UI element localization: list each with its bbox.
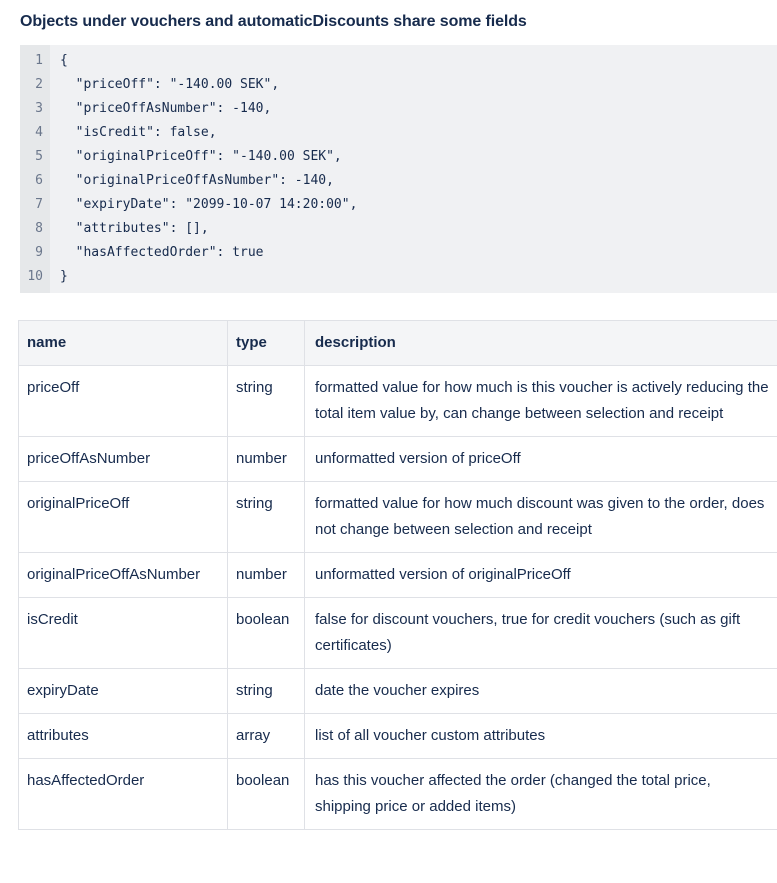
line-number: 10	[27, 269, 43, 284]
table-row	[19, 482, 777, 553]
line-number: 3	[35, 101, 43, 116]
field-description: unformatted version of originalPriceOff	[305, 553, 777, 598]
field-description: unformatted version of priceOff	[305, 437, 777, 482]
line-number: 4	[35, 125, 43, 140]
line-number: 2	[35, 77, 43, 92]
code-line: "originalPriceOffAsNumber": -140,	[60, 173, 334, 188]
table-row	[19, 553, 777, 598]
field-type: boolean	[228, 598, 305, 669]
code-line: "isCredit": false,	[60, 125, 217, 140]
page-title: Objects under vouchers and automaticDiscounts share some fields	[20, 13, 527, 30]
code-line: "originalPriceOff": "-140.00 SEK",	[60, 149, 342, 164]
line-number: 8	[35, 221, 43, 236]
table-row	[19, 714, 777, 759]
code-line: "priceOff": "-140.00 SEK",	[60, 77, 280, 92]
field-description: list of all voucher custom attributes	[305, 714, 777, 759]
code-line: }	[60, 269, 68, 284]
table-row	[19, 669, 777, 714]
field-type: string	[228, 482, 305, 553]
field-description: has this voucher affected the order (changed the total price, shipping price or added items)	[305, 759, 777, 830]
code-line: "priceOffAsNumber": -140,	[60, 101, 272, 116]
field-name: priceOff	[19, 366, 228, 437]
field-type: boolean	[228, 759, 305, 830]
table-header-row	[19, 321, 777, 366]
table-row	[19, 437, 777, 482]
code-line-number-gutter	[20, 45, 50, 293]
field-name: isCredit	[19, 598, 228, 669]
field-type: string	[228, 669, 305, 714]
column-header-description: description	[305, 321, 777, 366]
code-line: "expiryDate": "2099-10-07 14:20:00",	[60, 197, 358, 212]
field-description: date the voucher expires	[305, 669, 777, 714]
code-line: "attributes": [],	[60, 221, 209, 236]
field-type: number	[228, 437, 305, 482]
field-name: originalPriceOff	[19, 482, 228, 553]
field-name: hasAffectedOrder	[19, 759, 228, 830]
field-name: priceOffAsNumber	[19, 437, 228, 482]
json-code-block	[20, 45, 777, 293]
field-name: expiryDate	[19, 669, 228, 714]
line-number: 1	[35, 53, 43, 68]
line-number: 7	[35, 197, 43, 212]
column-header-name: name	[19, 321, 228, 366]
field-type: array	[228, 714, 305, 759]
table-row	[19, 366, 777, 437]
code-content	[50, 45, 777, 293]
fields-table-container	[18, 320, 777, 830]
field-description: formatted value for how much is this voucher is actively reducing the total item value by, can change between selection and receipt	[305, 366, 777, 437]
field-name: attributes	[19, 714, 228, 759]
field-description: false for discount vouchers, true for credit vouchers (such as gift certificates)	[305, 598, 777, 669]
table-row	[19, 598, 777, 669]
field-name: originalPriceOffAsNumber	[19, 553, 228, 598]
line-number: 6	[35, 173, 43, 188]
field-type: string	[228, 366, 305, 437]
field-description: formatted value for how much discount was given to the order, does not change between selection and receipt	[305, 482, 777, 553]
fields-table	[18, 320, 777, 830]
column-header-type: type	[228, 321, 305, 366]
code-line: "hasAffectedOrder": true	[60, 245, 264, 260]
line-number: 9	[35, 245, 43, 260]
table-row	[19, 759, 777, 830]
line-number: 5	[35, 149, 43, 164]
field-type: number	[228, 553, 305, 598]
code-line: {	[60, 53, 68, 68]
